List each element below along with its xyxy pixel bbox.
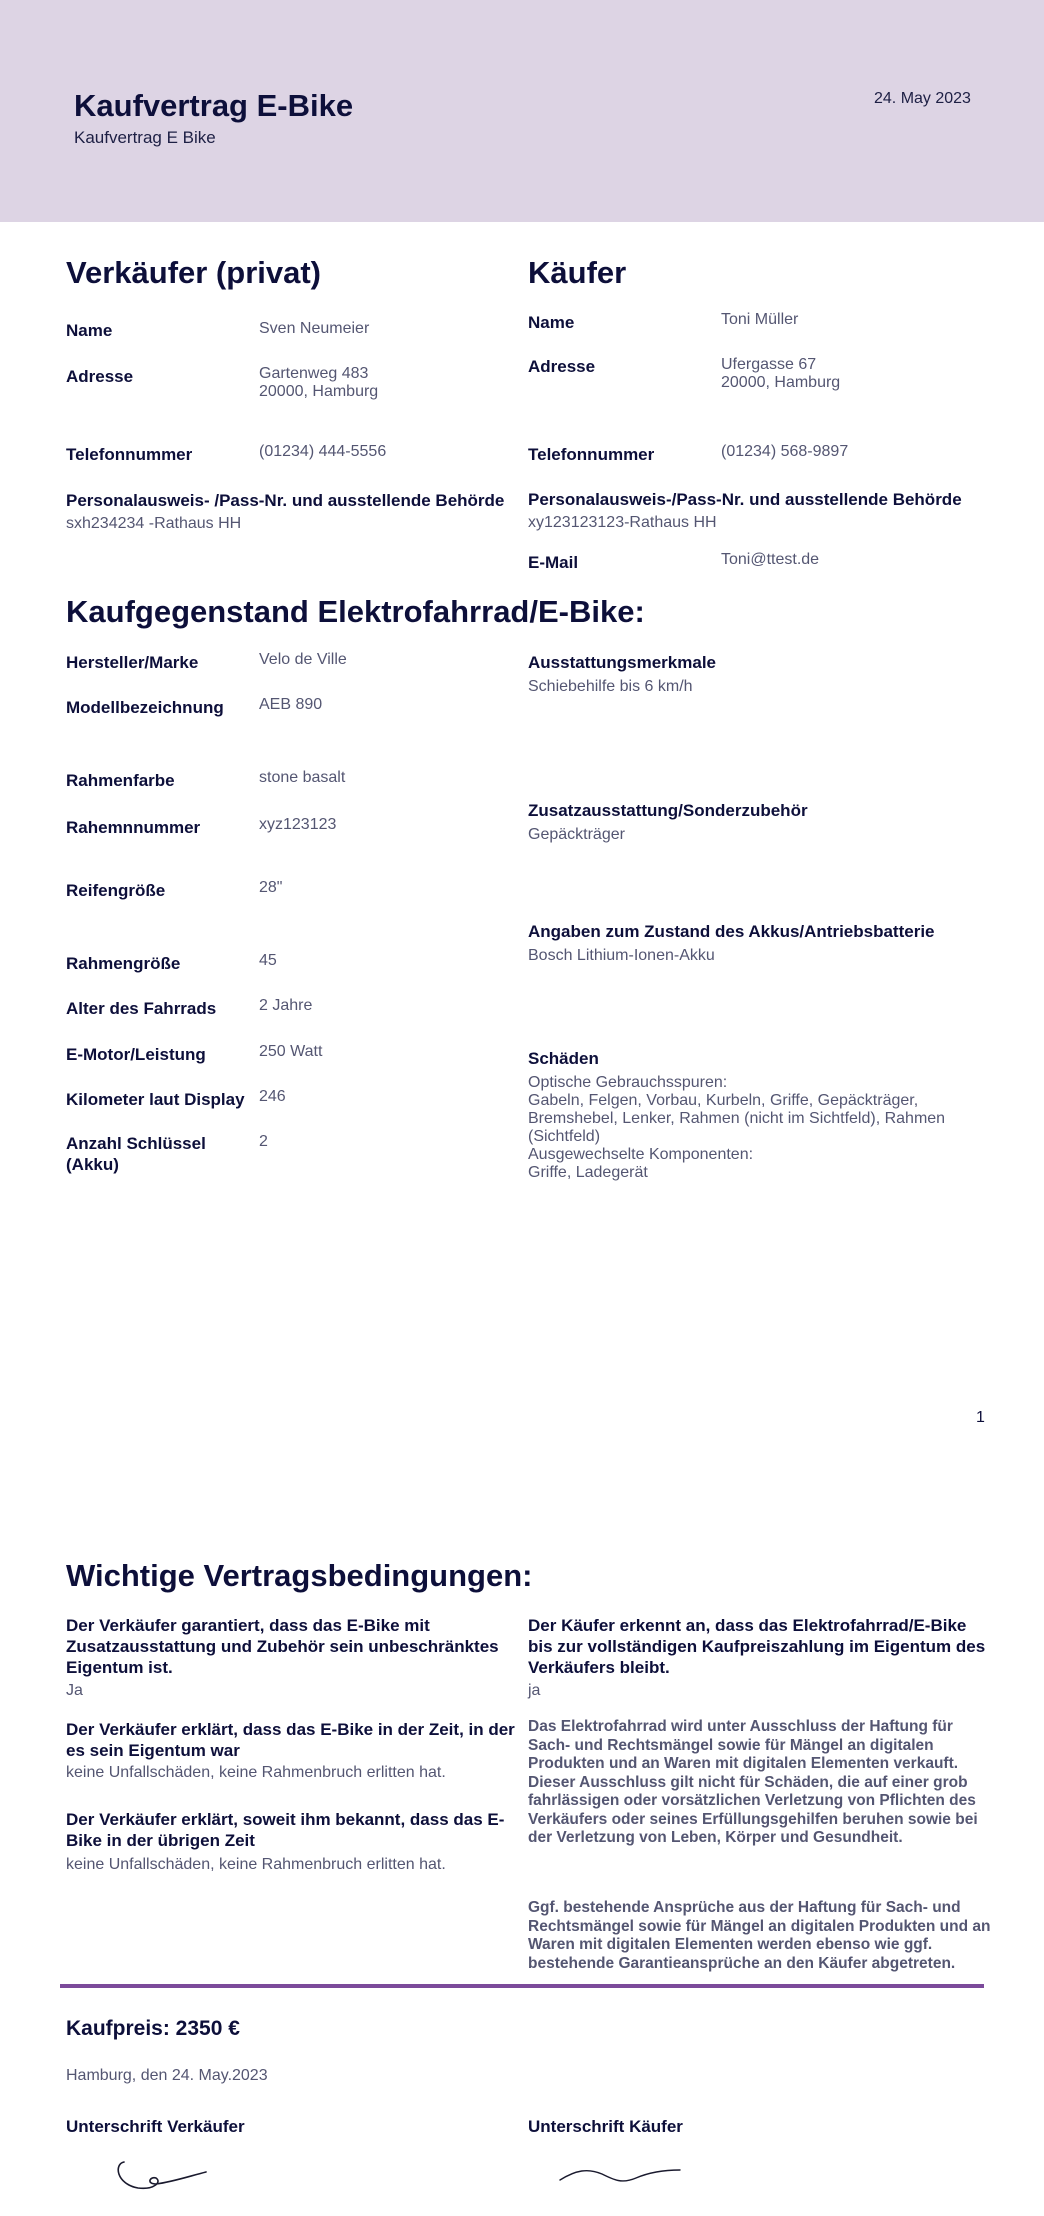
buyer-signature [556, 2160, 686, 2190]
buyer-name: Toni Müller [721, 311, 799, 328]
seller-other-value: keine Unfallschäden, keine Rahmenbruch erlitten hat. [66, 1856, 446, 1873]
buyer-phone-label: Telefonnummer [528, 445, 655, 464]
extras-value: Gepäckträger [528, 826, 625, 843]
model-value: AEB 890 [259, 696, 323, 713]
document-subtitle: Kaufvertrag E Bike [74, 128, 216, 147]
frame-color-value: stone basalt [259, 769, 346, 786]
frame-number-value: xyz123123 [259, 816, 337, 833]
seller-phone: (01234) 444-5556 [259, 443, 387, 460]
item-heading: Kaufgegenstand Elektrofahrrad/E-Bike: [66, 594, 645, 629]
seller-other-label: Der Verkäufer erklärt, soweit ihm bekannt, dass das E- Bike in der übrigen Zeit [66, 1810, 505, 1850]
buyer-address-label: Adresse [528, 357, 596, 376]
seller-id-label: Personalausweis- /Pass-Nr. und ausstellende Behörde [66, 491, 505, 510]
buyer-id-label: Personalausweis-/Pass-Nr. und ausstellende Behörde [528, 490, 962, 509]
seller-guarantee-label: Der Verkäufer garantiert, dass das E-Bike mit Zusatzausstattung und Zubehör sein unbeschränktes Eigentum ist. [66, 1616, 499, 1677]
buyer-signature-label: Unterschrift Käufer [528, 2117, 683, 2136]
motor-label: E-Motor/Leistung [66, 1045, 206, 1064]
brand-label: Hersteller/Marke [66, 653, 199, 672]
frame-size-label: Rahmengröße [66, 954, 181, 973]
features-value: Schiebehilfe bis 6 km/h [528, 678, 693, 695]
seller-heading: Verkäufer (privat) [66, 255, 321, 290]
seller-guarantee-value: Ja [66, 1682, 83, 1699]
bike-age-label: Alter des Fahrrads [66, 999, 217, 1018]
seller-name: Sven Neumeier [259, 320, 370, 337]
seller-address: Gartenweg 483 20000, Hamburg [259, 365, 379, 400]
km-value: 246 [259, 1088, 286, 1105]
buyer-ack-label: Der Käufer erkennt an, dass das Elektrofahrrad/E-Bike bis zur vollständigen Kaufpreiszahlung im Eigentum des Verkäufers bleibt. [528, 1616, 986, 1677]
frame-number-label: Rahemnnummer [66, 818, 201, 837]
document-title: Kaufvertrag E-Bike [74, 88, 354, 123]
bike-age-value: 2 Jahre [259, 997, 313, 1014]
page-number: 1 [976, 1409, 985, 1426]
frame-color-label: Rahmenfarbe [66, 771, 175, 790]
section-divider [60, 1984, 984, 1988]
battery-label: Angaben zum Zustand des Akkus/Antriebsbatterie [528, 922, 935, 941]
seller-name-label: Name [66, 321, 113, 340]
extras-label: Zusatzausstattung/Sonderzubehör [528, 801, 808, 820]
seller-phone-label: Telefonnummer [66, 445, 193, 464]
buyer-id: xy123123123-Rathaus HH [528, 514, 717, 531]
seller-address-label: Adresse [66, 367, 134, 386]
frame-size-value: 45 [259, 952, 277, 969]
model-label: Modellbezeichnung [66, 698, 224, 717]
buyer-phone: (01234) 568-9897 [721, 443, 849, 460]
km-label: Kilometer laut Display [66, 1090, 245, 1109]
claims-clause: Ggf. bestehende Ansprüche aus der Haftung für Sach- und Rechtsmängel sowie für Mängel an digitalen Produkten und an Waren mit digitalen Elementen werden ebenso wie ggf. bestehende Garantieansprüche an den Käufer abgetreten. [528, 1899, 991, 1972]
buyer-email-label: E-Mail [528, 553, 579, 572]
buyer-address: Ufergasse 67 20000, Hamburg [721, 356, 841, 391]
motor-value: 250 Watt [259, 1043, 323, 1060]
seller-time-value: keine Unfallschäden, keine Rahmenbruch erlitten hat. [66, 1764, 446, 1781]
keys-value: 2 [259, 1133, 268, 1150]
battery-value: Bosch Lithium-Ionen-Akku [528, 947, 715, 964]
seller-signature [110, 2156, 220, 2196]
terms-heading: Wichtige Vertragsbedingungen: [66, 1558, 533, 1593]
seller-id: sxh234234 -Rathaus HH [66, 515, 242, 532]
tire-size-label: Reifengröße [66, 881, 166, 900]
buyer-name-label: Name [528, 313, 575, 332]
seller-time-label: Der Verkäufer erklärt, dass das E-Bike in der Zeit, in der es sein Eigentum war [66, 1720, 515, 1760]
seller-signature-label: Unterschrift Verkäufer [66, 2117, 245, 2136]
keys-label: Anzahl Schlüssel (Akku) [66, 1134, 206, 1174]
purchase-price: Kaufpreis: 2350 € [66, 2017, 240, 2040]
buyer-ack-value: ja [528, 1682, 541, 1699]
features-label: Ausstattungsmerkmale [528, 653, 717, 672]
liability-clause: Das Elektrofahrrad wird unter Ausschluss der Haftung für Sach- und Rechtsmängel sowie für Mängel an digitalen Produkten und an Waren mit digitalen Elementen verkauft. Dieser Ausschluss gilt nicht für Schäden, die auf einer grob fahrlässigen oder vorsätzlichen Verletzung von Pflichten des Verkäufers oder seines Erfüllungsgehilfen beruhen sowie bei der Verletzung von Leben, Körper und Gesundheit. [528, 1718, 978, 1846]
document-date: 24. May 2023 [874, 90, 971, 107]
buyer-heading: Käufer [528, 255, 627, 290]
buyer-email: Toni@ttest.de [721, 551, 820, 568]
damage-label: Schäden [528, 1049, 599, 1068]
damage-value: Optische Gebrauchsspuren: Gabeln, Felgen, Vorbau, Kurbeln, Griffe, Gepäckträger, Bremshebel, Lenker, Rahmen (nicht im Sichtfeld), Rahmen (Sichtfeld) Ausgewechselte Komponenten: Griffe, Ladegerät [528, 1074, 946, 1181]
brand-value: Velo de Ville [259, 651, 347, 668]
place-date: Hamburg, den 24. May.2023 [66, 2067, 268, 2084]
tire-size-value: 28" [259, 879, 283, 896]
